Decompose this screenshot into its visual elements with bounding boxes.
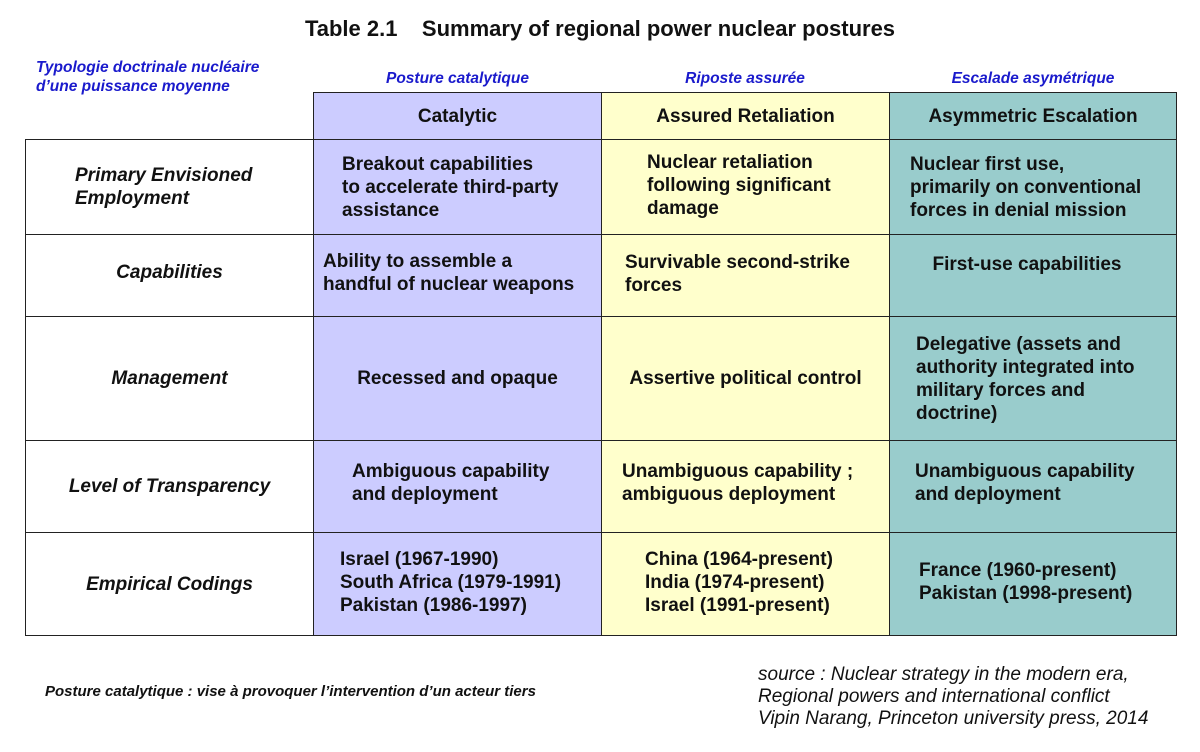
cell-assured-transparency xyxy=(601,440,890,533)
row-header-line: Level of Transparency xyxy=(68,476,271,497)
cell-line: China (1964-present) xyxy=(645,548,833,570)
source-line: source : Nuclear strategy in the modern era, xyxy=(758,664,1129,685)
cell-catalytic-capabilities xyxy=(313,234,602,317)
cell-line: ambiguous deployment xyxy=(622,483,836,505)
row-header-management xyxy=(25,316,314,441)
cell-line: to accelerate third-party xyxy=(342,176,559,198)
cell-line: Israel (1967-1990) xyxy=(340,548,499,570)
typology-line: Typologie doctrinale nucléaire xyxy=(36,59,260,76)
cell-line: handful of nuclear weapons xyxy=(323,273,575,295)
cell-line: France (1960-present) xyxy=(919,560,1117,581)
cell-line: doctrine) xyxy=(916,402,998,424)
cell-line: primarily on conventional xyxy=(910,176,1142,198)
cell-line: Unambiguous capability xyxy=(915,460,1135,482)
typology-line: d’une puissance moyenne xyxy=(36,78,230,95)
row-header-capabilities xyxy=(25,234,314,317)
cell-line: forces xyxy=(625,274,683,296)
cell-line: military forces and xyxy=(916,379,1085,401)
cell-line: Assertive political control xyxy=(629,368,862,389)
cell-catalytic-transparency xyxy=(313,440,602,533)
cell-line: Delegative (assets and xyxy=(916,333,1121,355)
column-header-catalytic: Catalytic xyxy=(313,92,602,140)
column-header-assured-retaliation: Assured Retaliation xyxy=(601,92,890,140)
typology-label xyxy=(36,58,306,96)
cell-line: and deployment xyxy=(352,483,498,505)
cell-asymmetric-codings xyxy=(889,532,1177,636)
cell-line: First-use capabilities xyxy=(932,254,1122,275)
table-title: Table 2.1 Summary of regional power nuclear postures xyxy=(304,16,896,41)
cell-line: Recessed and opaque xyxy=(357,368,558,389)
cell-assured-codings xyxy=(601,532,890,636)
row-header-primary-employment xyxy=(25,139,314,235)
cell-line: assistance xyxy=(342,199,440,221)
cell-line: Breakout capabilities xyxy=(342,153,534,175)
footnote: Posture catalytique : vise à provoquer l’intervention d’un acteur tiers xyxy=(45,683,536,700)
cell-asymmetric-transparency xyxy=(889,440,1177,533)
cell-line: and deployment xyxy=(915,483,1061,505)
source-citation xyxy=(758,664,1198,730)
cell-line: Nuclear first use, xyxy=(910,153,1065,175)
row-header-transparency xyxy=(25,440,314,533)
cell-asymmetric-management xyxy=(889,316,1177,441)
row-header-line: Empirical Codings xyxy=(86,573,253,595)
row-header-line: Primary Envisioned xyxy=(75,165,253,186)
row-header-line: Management xyxy=(111,368,228,389)
cell-line: damage xyxy=(647,197,719,219)
french-header-assured: Riposte assurée xyxy=(685,70,805,87)
cell-asymmetric-capabilities xyxy=(889,234,1177,317)
french-header-catalytic: Posture catalytique xyxy=(386,70,529,87)
cell-assured-management xyxy=(601,316,890,441)
cell-line: Survivable second-strike xyxy=(625,251,850,273)
cell-assured-capabilities xyxy=(601,234,890,317)
cell-line: forces in denial mission xyxy=(910,199,1127,221)
row-header-line: Employment xyxy=(75,188,190,209)
french-header-asymmetric: Escalade asymétrique xyxy=(951,70,1115,87)
cell-line: Pakistan (1986-1997) xyxy=(340,594,527,616)
cell-line: India (1974-present) xyxy=(645,571,825,593)
source-line: Vipin Narang, Princeton university press, 2014 xyxy=(758,708,1149,729)
cell-catalytic-codings xyxy=(313,532,602,636)
row-header-line: Capabilities xyxy=(116,262,223,283)
cell-line: Israel (1991-present) xyxy=(645,594,830,616)
column-header-asymmetric-escalation: Asymmetric Escalation xyxy=(889,92,1177,140)
cell-line: following significant xyxy=(647,174,831,196)
row-header-empirical-codings xyxy=(25,532,314,636)
cell-line: Ambiguous capability xyxy=(352,460,550,482)
cell-line: Unambiguous capability ; xyxy=(622,460,854,482)
cell-line: authority integrated into xyxy=(916,356,1135,378)
source-line: Regional powers and international conflict xyxy=(758,686,1110,707)
cell-line: Ability to assemble a xyxy=(323,250,513,272)
cell-asymmetric-employment xyxy=(889,139,1177,235)
cell-catalytic-employment xyxy=(313,139,602,235)
cell-line: Nuclear retaliation xyxy=(647,151,813,173)
cell-assured-employment xyxy=(601,139,890,235)
cell-line: Pakistan (1998-present) xyxy=(919,583,1133,604)
cell-line: South Africa (1979-1991) xyxy=(340,571,562,593)
cell-catalytic-management xyxy=(313,316,602,441)
